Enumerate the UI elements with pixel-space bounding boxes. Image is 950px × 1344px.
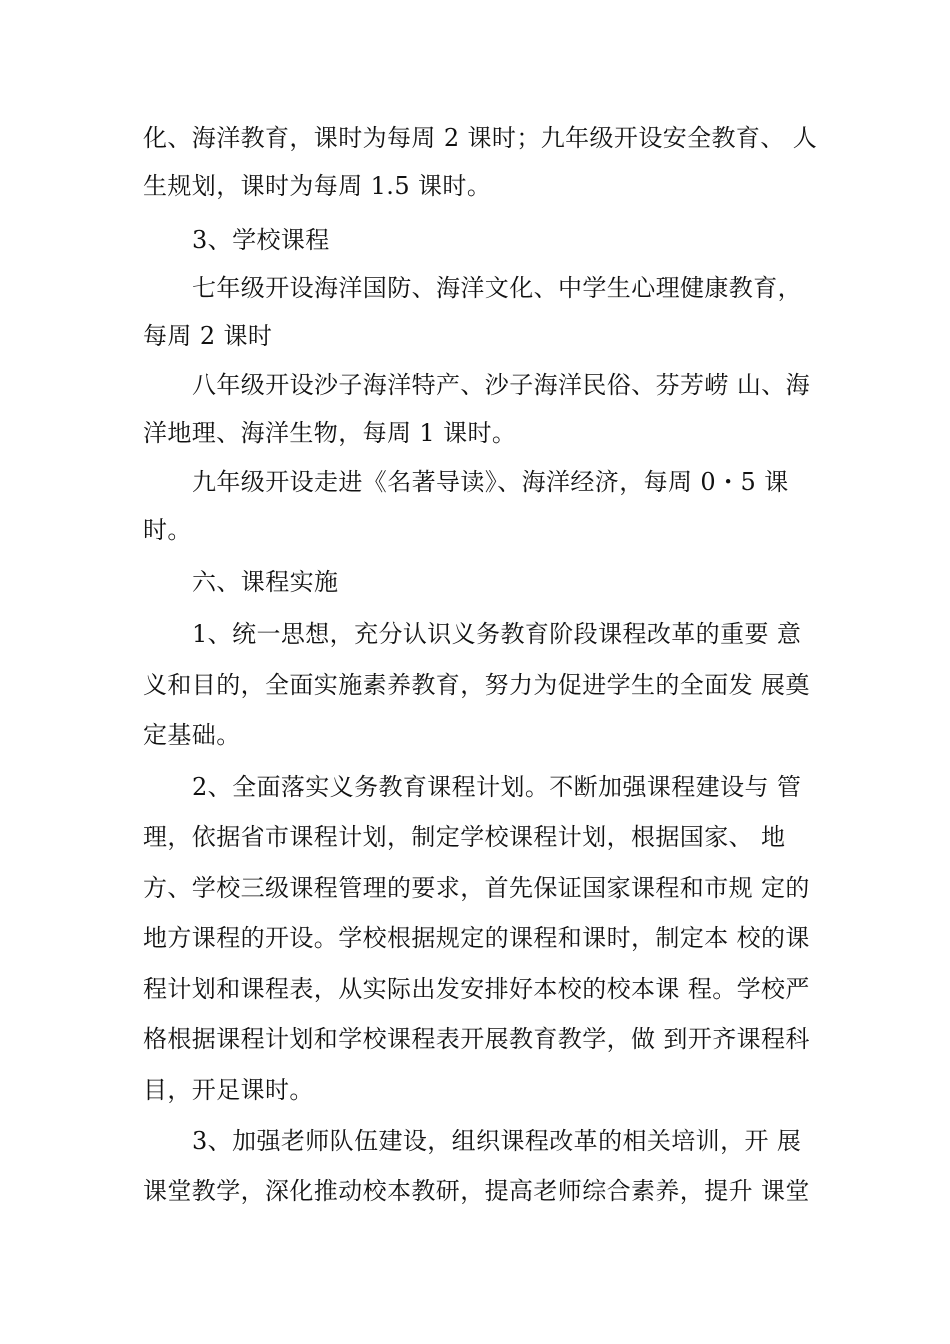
text-line: 格根据课程计划和学校课程表开展教育教学，做 到开齐课程科 [143,1025,810,1053]
text-line: 理，依据省市课程计划，制定学校课程计划，根据国家、 地 [143,823,786,851]
text-line: 义和目的，全面实施素养教育，努力为促进学生的全面发 展奠 [143,671,810,699]
text-line: 八年级开设沙子海洋特产、沙子海洋民俗、芬芳崂 山、海 [192,371,811,399]
text-line: 每周 2 课时 [143,322,273,350]
text-line: 地方课程的开设。学校根据规定的课程和课时，制定本 校的课 [143,924,810,952]
text-line: 程计划和课程表，从实际出发安排好本校的校本课 程。学校严 [143,975,810,1003]
text-line: 九年级开设走进《名著导读》、海洋经济，每周 0・5 课 [192,468,789,496]
section-heading: 3、学校课程 [192,226,330,254]
text-line: 2、全面落实义务教育课程计划。不断加强课程建设与 管 [192,773,802,801]
text-line: 七年级开设海洋国防、海洋文化、中学生心理健康教育， [192,274,802,302]
text-line: 时。 [143,516,192,544]
text-line: 方、学校三级课程管理的要求，首先保证国家课程和市规 定的 [143,874,810,902]
text-line: 洋地理、海洋生物，每周 1 课时。 [143,419,517,447]
text-line: 生规划，课时为每周 1.5 课时。 [143,172,492,200]
text-line: 3、加强老师队伍建设，组织课程改革的相关培训，开 展 [192,1127,802,1155]
text-line: 化、海洋教育，课时为每周 2 课时；九年级开设安全教育、 人 [143,124,818,152]
text-line: 定基础。 [143,721,241,749]
text-line: 目，开足课时。 [143,1076,314,1104]
section-heading: 六、课程实施 [192,568,339,596]
text-line: 课堂教学，深化推动校本教研，提高老师综合素养，提升 课堂 [143,1177,810,1205]
text-line: 1、统一思想，充分认识义务教育阶段课程改革的重要 意 [192,620,802,648]
